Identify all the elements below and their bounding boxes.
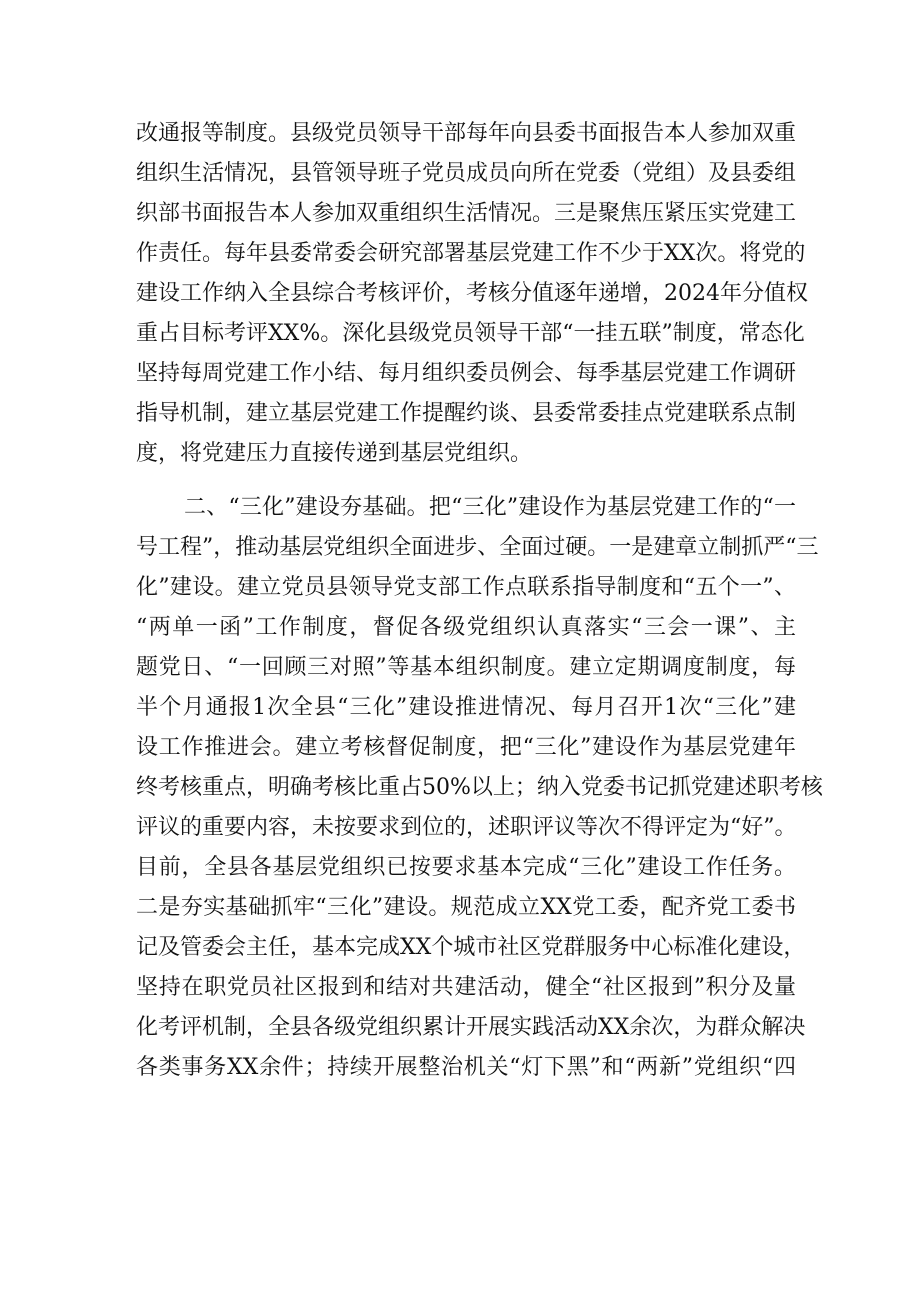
text-line: 组织生活情况，县管领导班子党员成员向所在党委（党组）及县委组 <box>136 161 797 186</box>
text-line: 号工程”，推动基层党组织全面进步、全面过硬。一是建章立制抓严“三 <box>136 535 819 560</box>
text-line: 各类事务XX余件；持续开展整治机关“灯下黑”和“两新”党组织“四 <box>136 1055 796 1080</box>
paragraph-spacer <box>136 474 796 488</box>
text-line: 改通报等制度。县级党员领导干部每年向县委书面报告本人参加双重 <box>136 121 797 146</box>
paragraph-1 <box>136 114 808 474</box>
text-line: 化考评机制，全县各级党组织累计开展实践活动XX余次，为群众解决 <box>136 1015 806 1040</box>
text-line: 题党日、“一回顾三对照”等基本组织制度。建立定期调度制度，每 <box>136 655 796 680</box>
text-line: 二、“三化”建设夯基础。把“三化”建设作为基层党建工作的“一 <box>184 495 796 520</box>
text-line: 化”建设。建立党员县领导党支部工作点联系指导制度和“五个一”、 <box>136 575 796 600</box>
text-line: 终考核重点，明确考核比重占50%以上；纳入党委书记抓党建述职考核 <box>136 775 823 800</box>
document-body <box>136 114 823 1088</box>
text-line: 建设工作纳入全县综合考核评价，考核分值逐年递增，2024年分值权 <box>136 281 808 306</box>
text-line: 评议的重要内容，未按要求到位的，述职评议等次不得评定为“好”。 <box>136 815 797 840</box>
text-line: 指导机制，建立基层党建工作提醒约谈、县委常委挂点党建联系点制 <box>136 401 797 426</box>
text-line: 设工作推进会。建立考核督促制度，把“三化”建设作为基层党建年 <box>136 735 796 760</box>
text-line: 重占目标考评XX%。深化县级党员领导干部“一挂五联”制度，常态化 <box>136 321 805 346</box>
text-line: 半个月通报1次全县“三化”建设推进情况、每月召开1次“三化”建 <box>136 695 796 720</box>
paragraph-2 <box>136 488 823 1088</box>
text-line: 度，将党建压力直接传递到基层党组织。 <box>136 441 533 466</box>
text-line: 记及管委会主任，基本完成XX个城市社区党群服务中心标准化建设， <box>136 935 806 960</box>
text-line: 作责任。每年县委常委会研究部署基层党建工作不少于XX次。将党的 <box>136 241 806 266</box>
text-line: 目前，全县各基层党组织已按要求基本完成“三化”建设工作任务。 <box>136 855 796 880</box>
text-line: 坚持在职党员社区报到和结对共建活动，健全“社区报到”积分及量 <box>136 975 796 1000</box>
text-line: 二是夯实基础抓牢“三化”建设。规范成立XX党工委，配齐党工委书 <box>136 895 796 920</box>
text-line: 织部书面报告本人参加双重组织生活情况。三是聚焦压紧压实党建工 <box>136 201 797 226</box>
text-line: 坚持每周党建工作小结、每月组织委员例会、每季基层党建工作调研 <box>136 361 797 386</box>
text-line: “两单一函”工作制度，督促各级党组织认真落实“三会一课”、主 <box>136 615 796 640</box>
